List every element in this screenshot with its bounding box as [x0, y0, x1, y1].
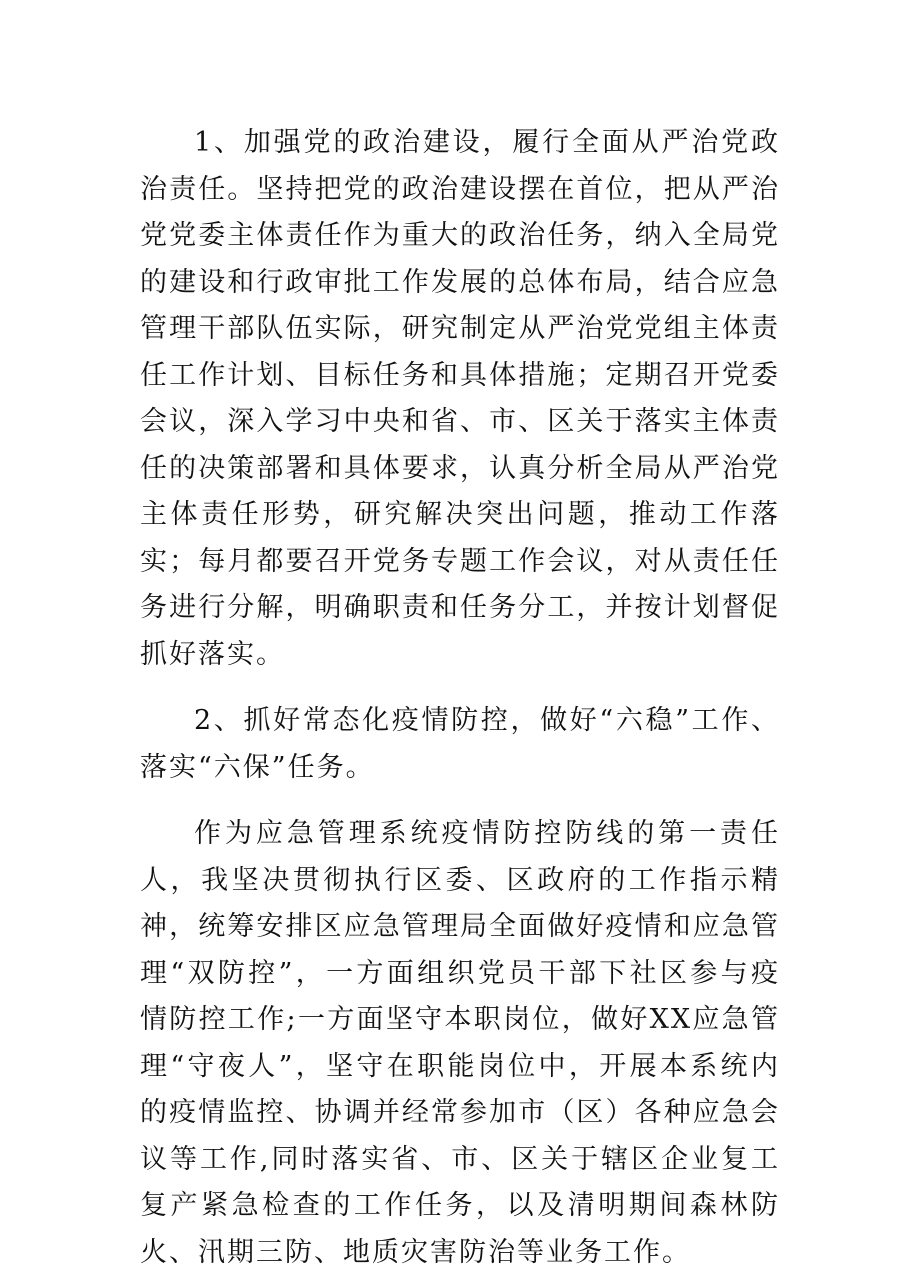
paragraph-epidemic-heading: 2、抓好常态化疫情防控，做好“六稳”工作、落实“六保”任务。	[140, 705, 780, 783]
paragraph-epidemic-detail: 作为应急管理系统疫情防控防线的第一责任人，我坚决贯彻执行区委、区政府的工作指示精神，统筹安排区应急管理局全面做好疫情和应急管理“双防控”，一方面组织党员干部下社区参与疫情防控工作;一方面坚守本职岗位，做好XX应急管理“守夜人”，坚守在职能岗位中，开展本系统内的疫情监控、协调并经常参加市（区）各种应急会议等工作,同时落实省、市、区关于辖区企业复工复产紧急检查的工作任务，以及清明期间森林防火、汛期三防、地质灾害防治等业务工作。	[140, 818, 780, 1268]
document-body	[140, 120, 780, 1276]
paragraph-party-building: 1、加强党的政治建设，履行全面从严治党政治责任。坚持把党的政治建设摆在首位，把从严治党党委主体责任作为重大的政治任务，纳入全局党的建设和行政审批工作发展的总体布局，结合应急管理干部队伍实际，研究制定从严治党党组主体责任工作计划、目标任务和具体措施；定期召开党委会议，深入学习中央和省、市、区关于落实主体责任的决策部署和具体要求，认真分析全局从严治党主体责任形势，研究解决突出问题，推动工作落实；每月都要召开党务专题工作会议，对从责任任务进行分解，明确职责和任务分工，并按计划督促抓好落实。	[140, 127, 780, 670]
